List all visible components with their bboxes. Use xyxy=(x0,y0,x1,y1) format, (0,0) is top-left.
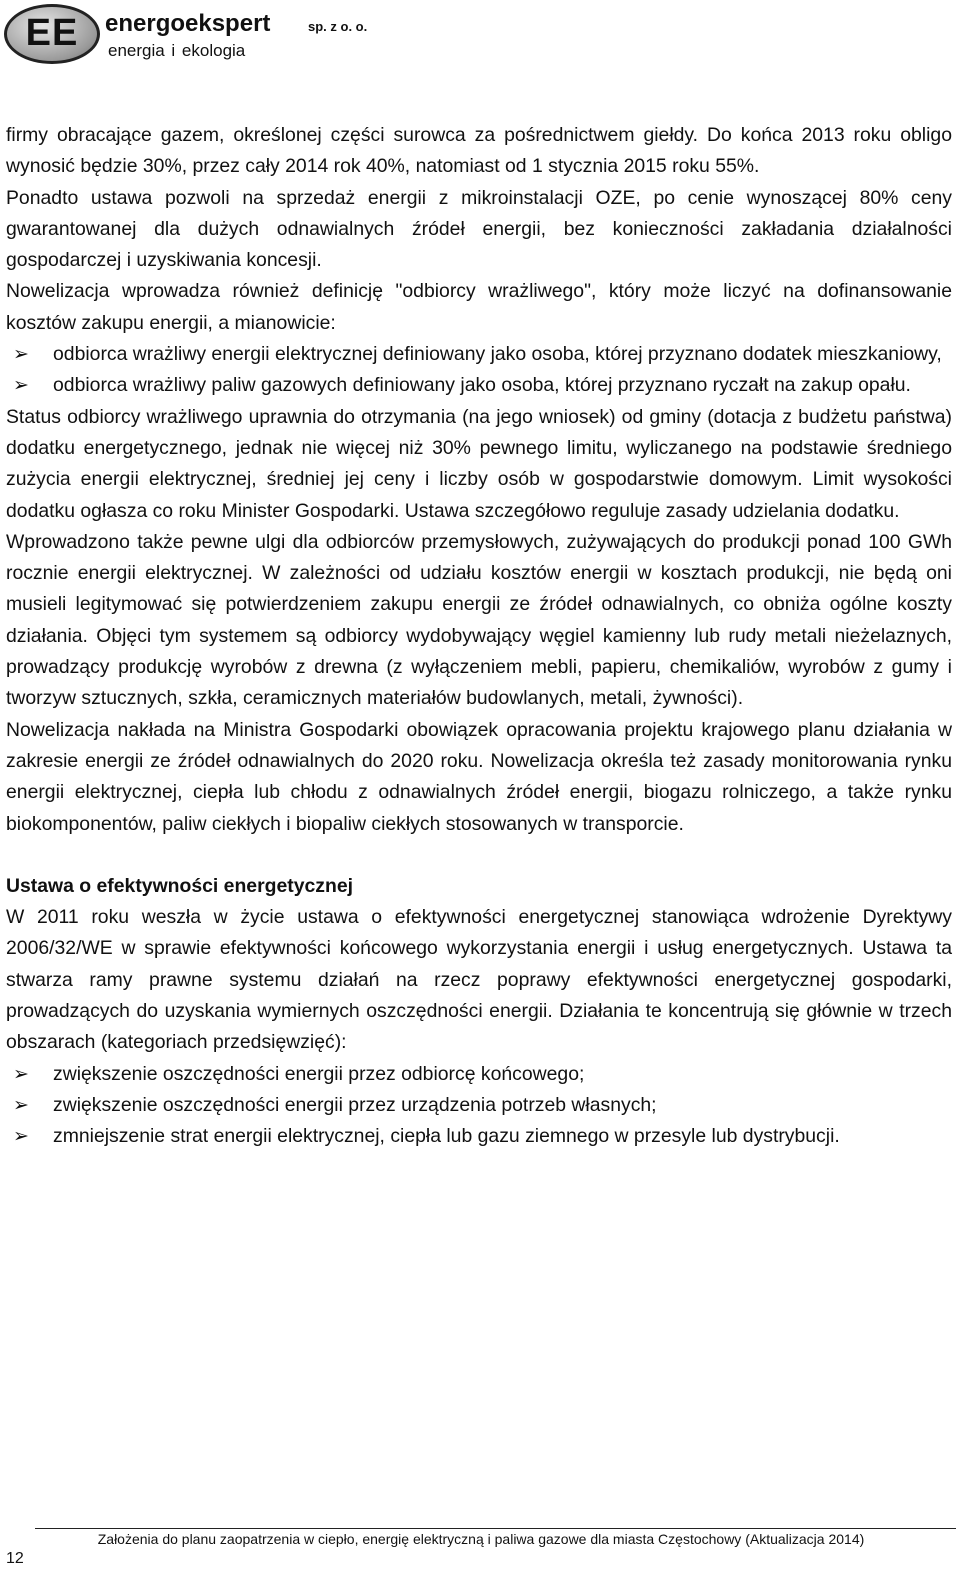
list-item xyxy=(13,1059,952,1090)
footer-divider xyxy=(35,1528,956,1529)
arrow-bullet-icon: ➢ xyxy=(13,375,29,397)
arrow-bullet-icon: ➢ xyxy=(13,1126,29,1148)
list-item-text: odbiorca wrażliwy energii elektrycznej definiowany jako osoba, której przyznano dodatek mieszkaniowy, xyxy=(53,343,942,366)
list-item xyxy=(13,1121,952,1152)
list-item xyxy=(13,1090,952,1121)
list-item-text: zwiększenie oszczędności energii przez odbiorcę końcowego; xyxy=(53,1062,585,1085)
paragraph: Wprowadzono także pewne ulgi dla odbiorców przemysłowych, zużywających do produkcji ponad 100 GWh rocznie energii elektrycznej. W zależności od udziału kosztów energii w kosztach produkcji, nie będą oni musieli legitymować się potwierdzeniem zakupu energii ze źródeł odnawialnych, co obniża ogólne koszty działania. Objęci tym systemem są odbiorcy wydobywający węgiel kamienny lub rudy metali nieżelaznych, prowadzący produkcję wyrobów z drewna (z wyłączeniem mebli, papieru, chemikaliów, wyrobów z gumy i tworzyw sztucznych, szkła, ceramicznych materiałów budowlanych, metali, żywności). xyxy=(6,530,952,710)
arrow-bullet-icon: ➢ xyxy=(13,1094,29,1116)
list-item xyxy=(13,370,952,401)
page-number: 12 xyxy=(6,1550,24,1567)
list-item-text: odbiorca wrażliwy paliw gazowych definiowany jako osoba, której przyznano ryczałt na zakup opału. xyxy=(53,374,911,397)
bullet-list xyxy=(6,339,952,402)
company-legal-form: sp. z o. o. xyxy=(308,19,368,34)
company-name: energoekspert xyxy=(105,10,271,37)
arrow-bullet-icon: ➢ xyxy=(13,344,29,366)
footer-text: Założenia do planu zaopatrzenia w ciepło, energię elektryczną i paliwa gazowe dla miasta Częstochowy (Aktualizacja 2014) xyxy=(97,1531,865,1547)
paragraph: W 2011 roku weszła w życie ustawa o efektywności energetycznej stanowiąca wdrożenie Dyrektywy 2006/32/WE w sprawie efektywności końcowego wykorzystania energii i usług energetycznych. Ustawa ta stwarza ramy prawne systemu działań na rzecz poprawy efektywności energetycznej gospodarki, prowadzących do uzyskania wymiernych oszczędności energii. Działania te koncentrują się głównie w trzech obszarach (kategoriach przedsięwzięć): xyxy=(6,906,952,1054)
list-item-text: zwiększenie oszczędności energii przez urządzenia potrzeb własnych; xyxy=(53,1093,657,1116)
paragraph: firmy obracające gazem, określonej części surowca za pośrednictwem giełdy. Do końca 2013 roku obligo wynosić będzie 30%, przez cały 2014 rok 40%, natomiast od 1 stycznia 2015 roku 55%. xyxy=(6,124,952,178)
list-item xyxy=(13,339,952,370)
list-item-text: zmniejszenie strat energii elektrycznej, ciepła lub gazu ziemnego w przesyle lub dystrybucji. xyxy=(53,1125,840,1148)
logo-text: EE xyxy=(25,12,79,54)
paragraph: Nowelizacja nakłada na Ministra Gospodarki obowiązek opracowania projektu krajowego planu działania w zakresie energii ze źródeł odnawialnych do 2020 roku. Nowelizacja określa też zasady monitorowania rynku energii elektrycznej, ciepła lub chłodu z odnawialnych źródeł energii, biogazu rolniczego, a także rynku biokomponentów, paliw ciekłych i biopaliw ciekłych stosowanych w transporcie. xyxy=(6,718,952,835)
paragraph: Status odbiorcy wrażliwego uprawnia do otrzymania (na jego wniosek) od gminy (dotacja z budżetu państwa) dodatku energetycznego, jednak nie więcej niż 30% pewnego limitu, wyliczanego na podstawie średniego zużycia energii elektrycznej, średniej jej ceny i liczby osób w gospodarstwie domowym. Limit wysokości dodatku ogłasza co roku Minister Gospodarki. Ustawa szczegółowo reguluje zasady udzielania dodatku. xyxy=(6,405,952,522)
document-header xyxy=(4,4,564,66)
document-body xyxy=(6,120,952,1153)
bullet-list xyxy=(6,1059,952,1153)
paragraph: Nowelizacja wprowadza również definicję "odbiorcy wrażliwego", który może liczyć na dofinansowanie kosztów zakupu energii, a mianowicie: xyxy=(6,280,952,334)
company-tagline: energia i ekologia xyxy=(108,41,246,60)
section-heading: Ustawa o efektywności energetycznej xyxy=(6,874,354,897)
arrow-bullet-icon: ➢ xyxy=(13,1063,29,1085)
paragraph: Ponadto ustawa pozwoli na sprzedaż energii z mikroinstalacji OZE, po cenie wynoszącej 80% ceny gwarantowanej dla dużych odnawialnych źródeł energii, bez konieczności zakładania działalności gospodarczej i uzyskiwania koncesji. xyxy=(6,186,952,272)
company-logo xyxy=(4,4,100,64)
